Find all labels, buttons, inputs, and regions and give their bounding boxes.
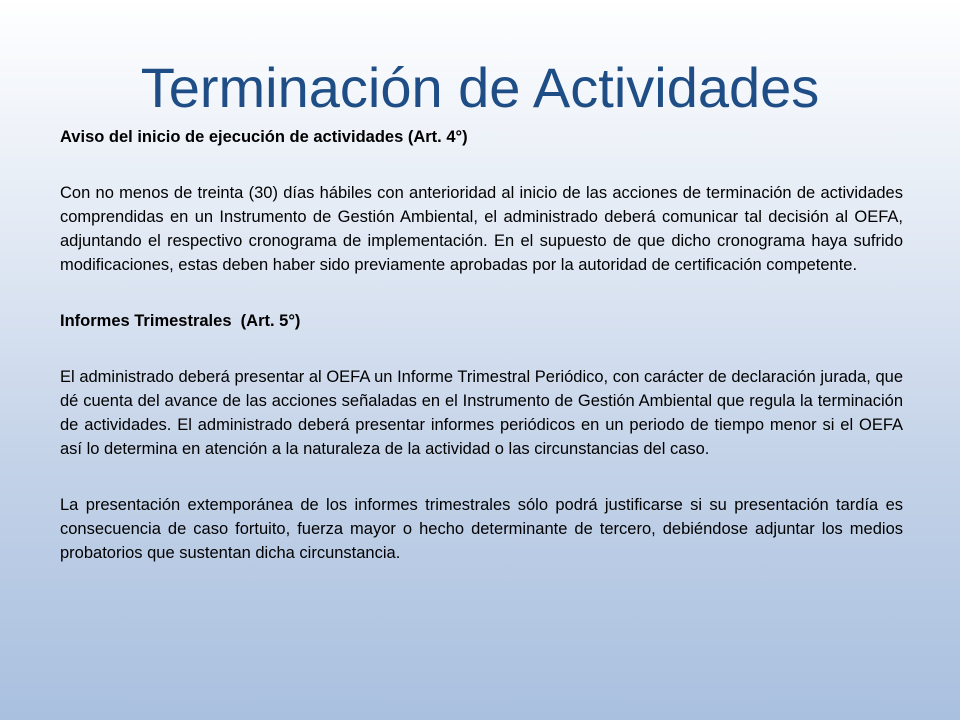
slide-title: Terminación de Actividades bbox=[140, 56, 820, 119]
section-heading-informes: Informes Trimestrales (Art. 5°) bbox=[60, 312, 301, 330]
spacer bbox=[60, 333, 903, 365]
section-heading-aviso: Aviso del inicio de ejecución de actividades (Art. 4°) bbox=[60, 128, 468, 146]
spacer bbox=[60, 149, 903, 181]
spacer bbox=[60, 277, 903, 309]
paragraph-aviso: Con no menos de treinta (30) días hábiles con anterioridad al inicio de las acciones de terminación de actividades comprendidas en un Instrumento de Gestión Ambiental, el administrado deberá comunicar tal decisión al OEFA, adjuntando el respectivo cronograma de implementación. En el supuesto de que dicho cronograma haya sufrido modificaciones, estas deben haber sido previamente aprobadas por la autoridad de certificación competente. bbox=[60, 184, 903, 274]
slide-body bbox=[60, 125, 903, 565]
paragraph-informes-1: El administrado deberá presentar al OEFA un Informe Trimestral Periódico, con carácter de declaración jurada, que dé cuenta del avance de las acciones señaladas en el Instrumento de Gestión Ambiental que regula la terminación de actividades. El administrado deberá presentar informes periódicos en un periodo de tiempo menor si el OEFA así lo determina en atención a la naturaleza de la actividad o las circunstancias del caso. bbox=[60, 368, 903, 458]
spacer bbox=[60, 461, 903, 493]
paragraph-informes-2: La presentación extemporánea de los informes trimestrales sólo podrá justificarse si su presentación tardía es consecuencia de caso fortuito, fuerza mayor o hecho determinante de tercero, debiéndose adjuntar los medios probatorios que sustentan dicha circunstancia. bbox=[60, 496, 903, 562]
